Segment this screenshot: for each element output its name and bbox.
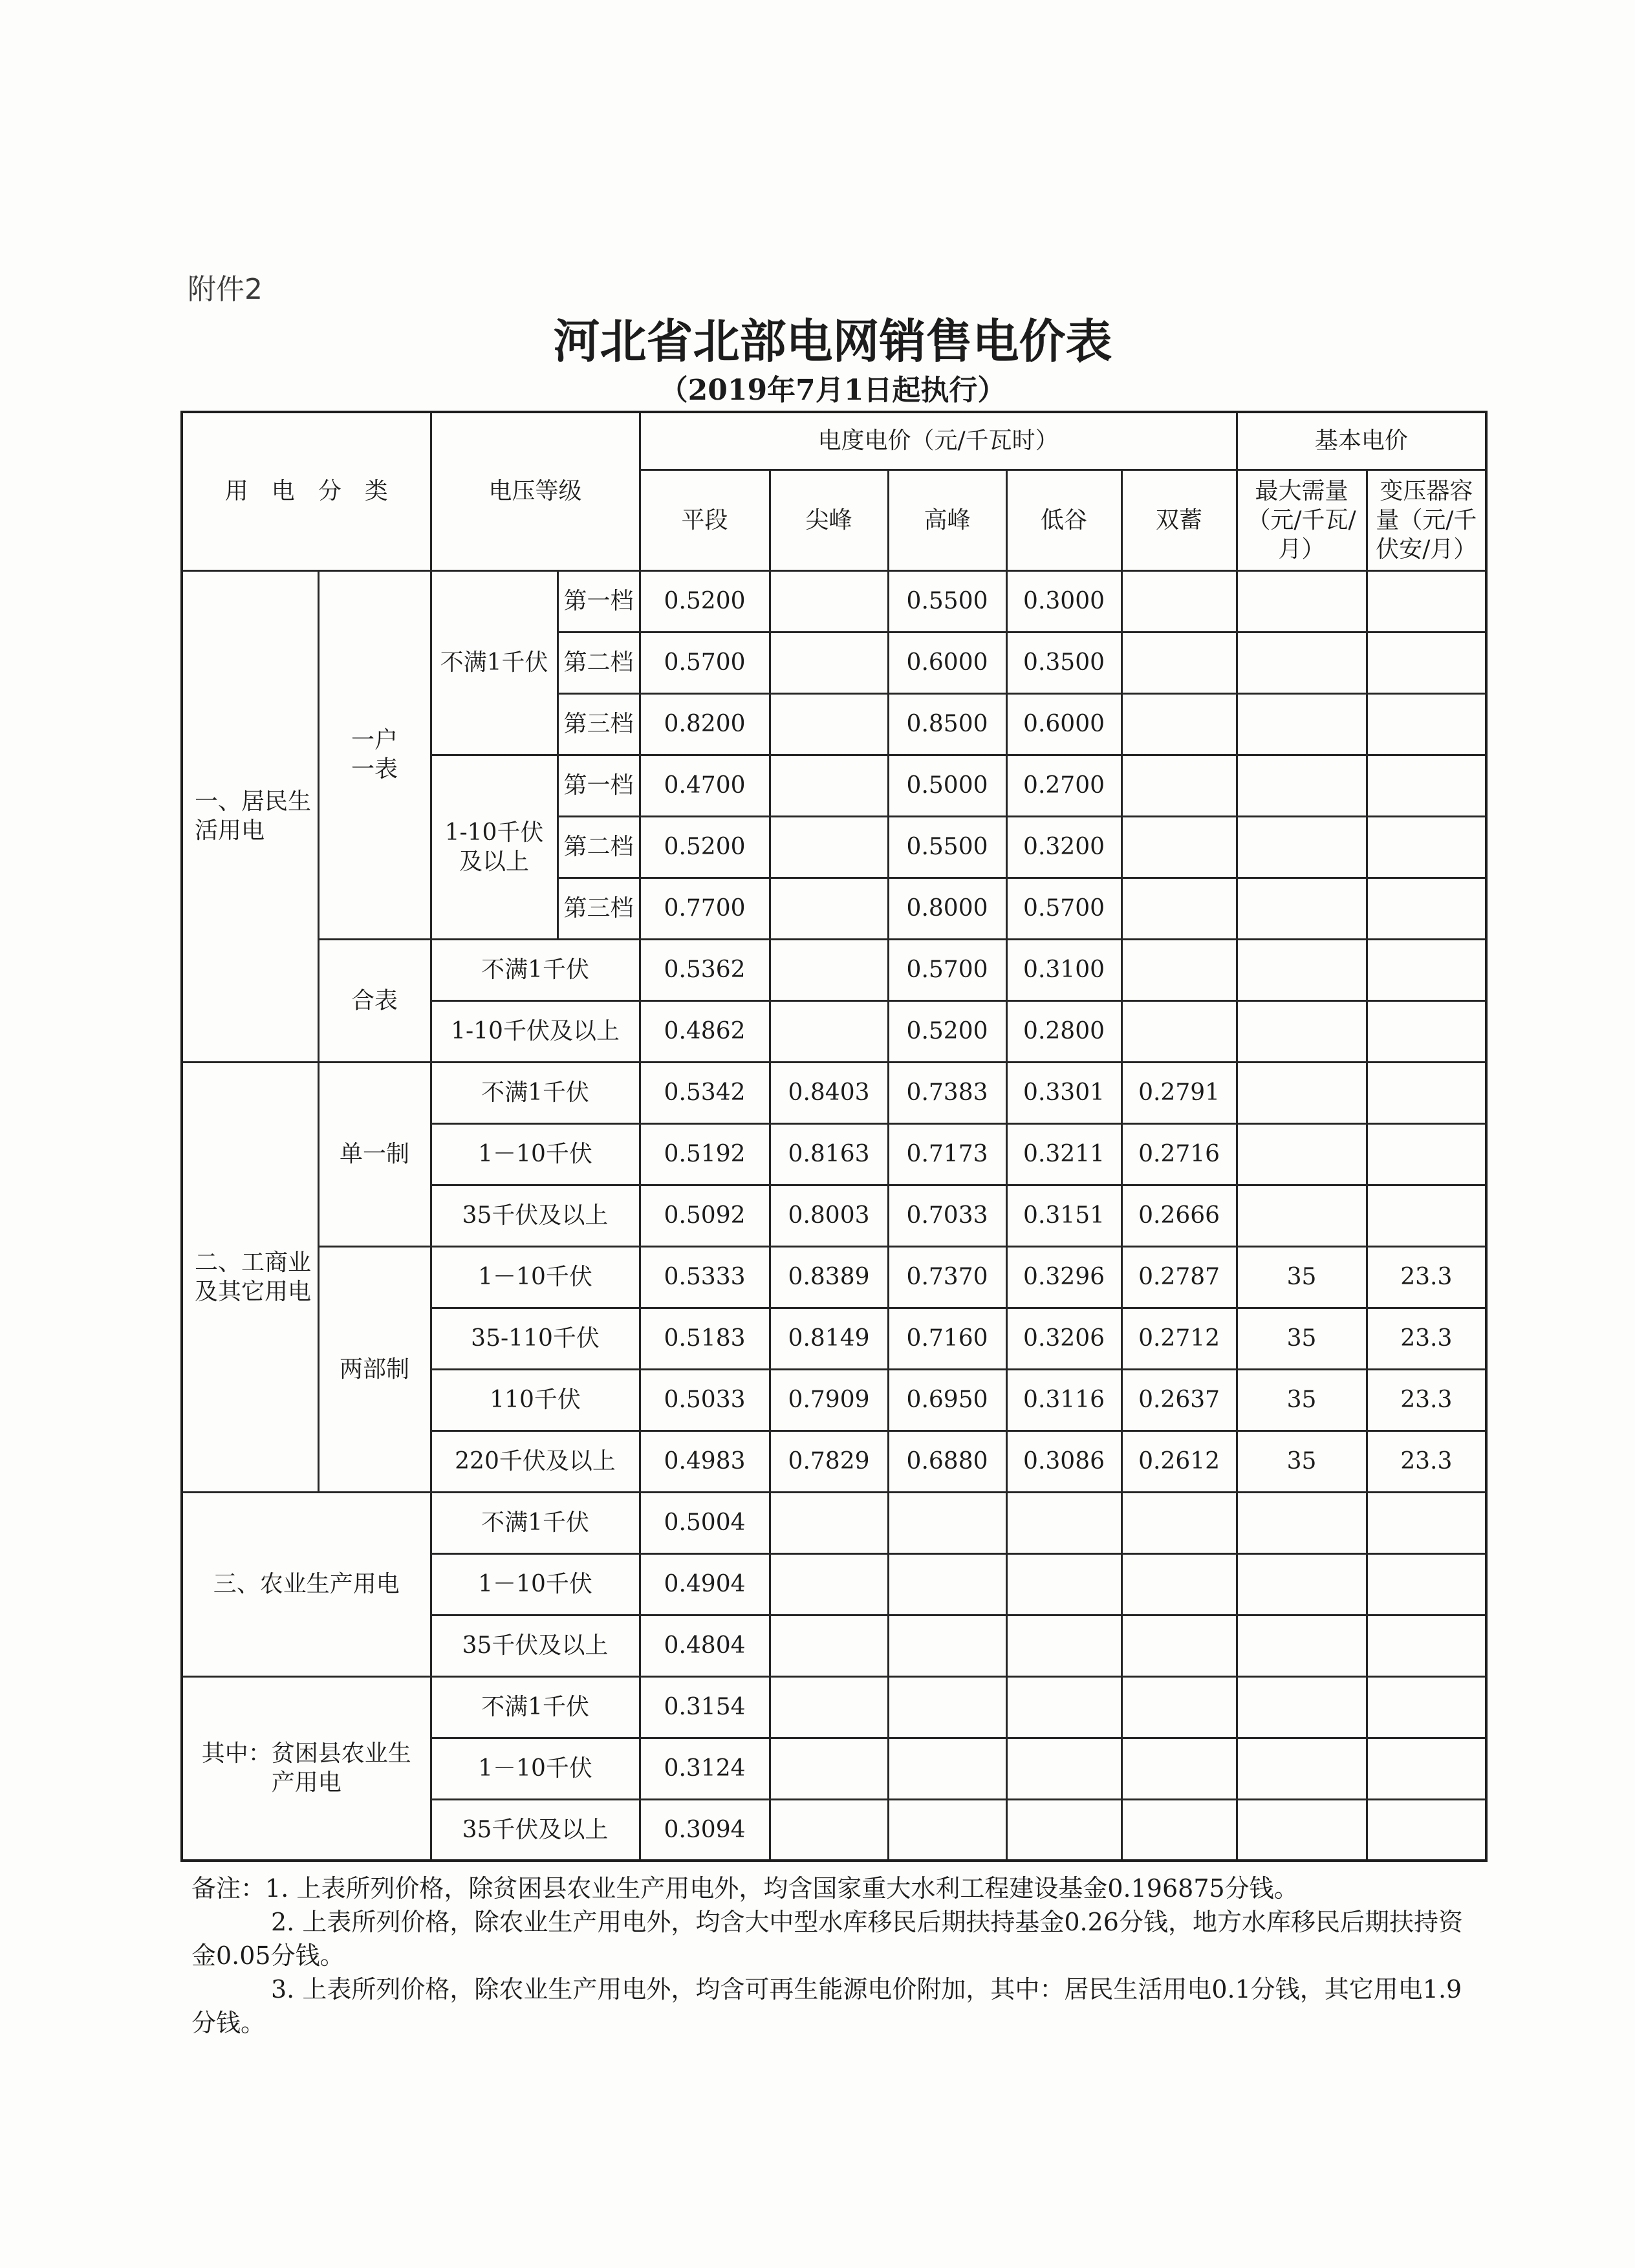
- sharp-peak-price: [770, 755, 888, 816]
- table-row: [182, 1062, 1486, 1123]
- valley-price: 0.3206: [1006, 1308, 1121, 1369]
- voltage-label: 1-10千伏及以上: [431, 1000, 640, 1062]
- dual-storage-price: [1121, 1000, 1237, 1062]
- valley-price: [1006, 1676, 1121, 1738]
- subcategory-label: 一户一表: [351, 727, 398, 783]
- sharp-peak-header: 尖峰: [770, 470, 888, 570]
- voltage-label: 不满1千伏: [431, 939, 640, 1000]
- transformer-capacity-price: [1367, 878, 1486, 939]
- transformer-capacity-price: [1367, 1492, 1486, 1553]
- flat-header: 平段: [640, 470, 770, 570]
- dual-storage-price: 0.2787: [1121, 1246, 1237, 1308]
- category-poor-county-agricultural: 其中：贫困县农业生产用电: [182, 1676, 431, 1861]
- voltage-label: 220千伏及以上: [431, 1431, 640, 1492]
- table-row: [182, 1246, 1486, 1308]
- valley-price: 0.3200: [1006, 816, 1121, 878]
- max-demand-price: [1237, 1492, 1367, 1553]
- transformer-capacity-price: [1367, 570, 1486, 632]
- peak-price: 0.8500: [888, 693, 1006, 755]
- flat-price: 0.5700: [640, 632, 770, 693]
- transformer-capacity-price: [1367, 1676, 1486, 1738]
- dual-storage-price: [1121, 1615, 1237, 1676]
- max-demand-price: [1237, 1676, 1367, 1738]
- subcategory-shared-meter: 合表: [318, 939, 431, 1062]
- max-demand-price: [1237, 570, 1367, 632]
- voltage-label: 不满1千伏: [431, 1676, 640, 1738]
- flat-price: 0.5333: [640, 1246, 770, 1308]
- max-demand-price: [1237, 1553, 1367, 1615]
- dual-storage-price: [1121, 755, 1237, 816]
- dual-storage-price: [1121, 939, 1237, 1000]
- flat-price: 0.3094: [640, 1799, 770, 1861]
- voltage-label: 不满1千伏: [431, 1062, 640, 1123]
- tier-label: 第一档: [558, 755, 640, 816]
- tier-label: 第二档: [558, 816, 640, 878]
- transformer-capacity-price: 23.3: [1367, 1246, 1486, 1308]
- voltage-label: 不满1千伏: [431, 570, 558, 755]
- voltage-label: 35-110千伏: [431, 1308, 640, 1369]
- valley-price: [1006, 1492, 1121, 1553]
- max-demand-price: [1237, 1000, 1367, 1062]
- dual-storage-price: [1121, 816, 1237, 878]
- valley-price: 0.3151: [1006, 1185, 1121, 1246]
- energy-price-header: 电度电价（元/千瓦时）: [640, 412, 1237, 470]
- transformer-capacity-price: [1367, 1553, 1486, 1615]
- peak-price: [888, 1676, 1006, 1738]
- voltage-label: 1-10千伏及以上: [431, 755, 558, 939]
- peak-price: [888, 1738, 1006, 1799]
- dual-storage-price: [1121, 1799, 1237, 1861]
- voltage-label: 35千伏及以上: [431, 1185, 640, 1246]
- flat-price: 0.5200: [640, 816, 770, 878]
- sharp-peak-price: [770, 1615, 888, 1676]
- flat-price: 0.5362: [640, 939, 770, 1000]
- category-agricultural: 三、农业生产用电: [182, 1492, 431, 1676]
- max-demand-price: 35: [1237, 1308, 1367, 1369]
- peak-header: 高峰: [888, 470, 1006, 570]
- voltage-label: 110千伏: [431, 1369, 640, 1431]
- table-row: [182, 1676, 1486, 1738]
- sharp-peak-price: [770, 1553, 888, 1615]
- flat-price: 0.4983: [640, 1431, 770, 1492]
- transformer-capacity-price: 23.3: [1367, 1431, 1486, 1492]
- transformer-capacity-price: [1367, 632, 1486, 693]
- max-demand-price: [1237, 1799, 1367, 1861]
- flat-price: 0.4804: [640, 1615, 770, 1676]
- header-row: [182, 412, 1486, 470]
- transformer-capacity-price: [1367, 693, 1486, 755]
- notes-label: 备注：: [191, 1874, 266, 1903]
- flat-price: 0.8200: [640, 693, 770, 755]
- max-demand-price: [1237, 1123, 1367, 1185]
- dual-storage-price: [1121, 1492, 1237, 1553]
- dual-storage-header: 双蓄: [1121, 470, 1237, 570]
- notes-section: [191, 1872, 1485, 2040]
- max-demand-price: [1237, 816, 1367, 878]
- valley-price: 0.3116: [1006, 1369, 1121, 1431]
- peak-price: [888, 1615, 1006, 1676]
- dual-storage-price: 0.2666: [1121, 1185, 1237, 1246]
- transformer-capacity-price: [1367, 1000, 1486, 1062]
- transformer-capacity-price: [1367, 1615, 1486, 1676]
- peak-price: 0.6880: [888, 1431, 1006, 1492]
- sharp-peak-price: [770, 632, 888, 693]
- sharp-peak-price: 0.7829: [770, 1431, 888, 1492]
- valley-header: 低谷: [1006, 470, 1121, 570]
- flat-price: 0.4862: [640, 1000, 770, 1062]
- sharp-peak-price: 0.8003: [770, 1185, 888, 1246]
- valley-price: 0.3086: [1006, 1431, 1121, 1492]
- max-demand-price: [1237, 1615, 1367, 1676]
- note-item: [191, 1872, 1485, 1905]
- sharp-peak-price: [770, 570, 888, 632]
- max-demand-price: 35: [1237, 1369, 1367, 1431]
- subcategory-single-part: 单一制: [318, 1062, 431, 1246]
- basic-price-header: 基本电价: [1237, 412, 1486, 470]
- voltage-label: 1－10千伏: [431, 1738, 640, 1799]
- price-table: [180, 411, 1488, 1862]
- document-subtitle: （2019年7月1日起执行）: [659, 374, 1006, 407]
- dual-storage-price: [1121, 570, 1237, 632]
- transformer-capacity-price: [1367, 816, 1486, 878]
- valley-price: [1006, 1553, 1121, 1615]
- flat-price: 0.4700: [640, 755, 770, 816]
- transformer-capacity-price: [1367, 1185, 1486, 1246]
- peak-price: 0.6000: [888, 632, 1006, 693]
- valley-price: [1006, 1738, 1121, 1799]
- sharp-peak-price: 0.8163: [770, 1123, 888, 1185]
- voltage-label: 1－10千伏: [431, 1553, 640, 1615]
- sharp-peak-price: 0.7909: [770, 1369, 888, 1431]
- voltage-level-header: 电压等级: [431, 412, 640, 570]
- flat-price: 0.5183: [640, 1308, 770, 1369]
- sharp-peak-price: 0.8389: [770, 1246, 888, 1308]
- flat-price: 0.5342: [640, 1062, 770, 1123]
- flat-price: 0.4904: [640, 1553, 770, 1615]
- table-row: [182, 570, 1486, 632]
- tier-label: 第二档: [558, 632, 640, 693]
- dual-storage-price: 0.2791: [1121, 1062, 1237, 1123]
- sharp-peak-price: [770, 1000, 888, 1062]
- valley-price: 0.3500: [1006, 632, 1121, 693]
- max-demand-price: [1237, 939, 1367, 1000]
- sharp-peak-price: 0.8403: [770, 1062, 888, 1123]
- valley-price: 0.2800: [1006, 1000, 1121, 1062]
- peak-price: 0.5500: [888, 570, 1006, 632]
- note-item: [191, 1972, 1485, 2040]
- valley-price: 0.3211: [1006, 1123, 1121, 1185]
- peak-price: [888, 1799, 1006, 1861]
- transformer-capacity-price: [1367, 1123, 1486, 1185]
- max-demand-price: 35: [1237, 1246, 1367, 1308]
- voltage-label: 35千伏及以上: [431, 1615, 640, 1676]
- dual-storage-price: [1121, 1738, 1237, 1799]
- max-demand-price: [1237, 1062, 1367, 1123]
- flat-price: 0.5192: [640, 1123, 770, 1185]
- flat-price: 0.7700: [640, 878, 770, 939]
- peak-price: 0.7033: [888, 1185, 1006, 1246]
- note-text: 1. 上表所列价格，除贫困县农业生产用电外，均含国家重大水利工程建设基金0.196875分钱。: [265, 1874, 1299, 1903]
- flat-price: 0.5004: [640, 1492, 770, 1553]
- dual-storage-price: [1121, 878, 1237, 939]
- peak-price: 0.5500: [888, 816, 1006, 878]
- peak-price: 0.7173: [888, 1123, 1006, 1185]
- peak-price: 0.7160: [888, 1308, 1006, 1369]
- max-demand-price: [1237, 755, 1367, 816]
- voltage-label: 不满1千伏: [431, 1492, 640, 1553]
- voltage-label: 1－10千伏: [431, 1246, 640, 1308]
- transformer-capacity-price: [1367, 939, 1486, 1000]
- category-residential: 一、居民生活用电: [182, 570, 318, 1062]
- flat-price: 0.5200: [640, 570, 770, 632]
- dual-storage-price: 0.2712: [1121, 1308, 1237, 1369]
- table-row: [182, 1492, 1486, 1553]
- sharp-peak-price: 0.8149: [770, 1308, 888, 1369]
- valley-price: 0.3301: [1006, 1062, 1121, 1123]
- dual-storage-price: [1121, 1676, 1237, 1738]
- transformer-capacity-price: [1367, 1738, 1486, 1799]
- tier-label: 第一档: [558, 570, 640, 632]
- table-row: [182, 939, 1486, 1000]
- category-header: 用 电 分 类: [182, 412, 431, 570]
- dual-storage-price: 0.2637: [1121, 1369, 1237, 1431]
- voltage-label: 1－10千伏: [431, 1123, 640, 1185]
- sharp-peak-price: [770, 939, 888, 1000]
- max-demand-header: 最大需量（元/千瓦/月）: [1237, 470, 1367, 570]
- tier-label: 第三档: [558, 693, 640, 755]
- sharp-peak-price: [770, 1492, 888, 1553]
- transformer-capacity-price: [1367, 755, 1486, 816]
- max-demand-price: [1237, 1738, 1367, 1799]
- valley-price: [1006, 1615, 1121, 1676]
- sharp-peak-price: [770, 878, 888, 939]
- peak-price: 0.5000: [888, 755, 1006, 816]
- document-title: 河北省北部电网销售电价表: [553, 314, 1112, 369]
- dual-storage-price: 0.2612: [1121, 1431, 1237, 1492]
- transformer-capacity-price: [1367, 1062, 1486, 1123]
- tier-label: 第三档: [558, 878, 640, 939]
- dual-storage-price: [1121, 632, 1237, 693]
- sharp-peak-price: [770, 816, 888, 878]
- flat-price: 0.5092: [640, 1185, 770, 1246]
- sharp-peak-price: [770, 1676, 888, 1738]
- peak-price: 0.7370: [888, 1246, 1006, 1308]
- valley-price: 0.2700: [1006, 755, 1121, 816]
- subcategory-two-part: 两部制: [318, 1246, 431, 1492]
- sharp-peak-price: [770, 693, 888, 755]
- sharp-peak-price: [770, 1799, 888, 1861]
- transformer-capacity-price: 23.3: [1367, 1369, 1486, 1431]
- valley-price: 0.3100: [1006, 939, 1121, 1000]
- attachment-label: 附件2: [188, 273, 263, 306]
- peak-price: [888, 1492, 1006, 1553]
- transformer-capacity-header: 变压器容量（元/千伏安/月）: [1367, 470, 1486, 570]
- max-demand-price: [1237, 693, 1367, 755]
- flat-price: 0.3124: [640, 1738, 770, 1799]
- voltage-label: 35千伏及以上: [431, 1799, 640, 1861]
- transformer-capacity-price: [1367, 1799, 1486, 1861]
- flat-price: 0.5033: [640, 1369, 770, 1431]
- valley-price: 0.3296: [1006, 1246, 1121, 1308]
- peak-price: 0.7383: [888, 1062, 1006, 1123]
- note-text: 3. 上表所列价格，除农业生产用电外，均含可再生能源电价附加，其中：居民生活用电0.1分钱，其它用电1.9分钱。: [191, 1975, 1462, 2037]
- category-industrial-commercial: 二、工商业及其它用电: [182, 1062, 318, 1492]
- peak-price: 0.8000: [888, 878, 1006, 939]
- max-demand-price: [1237, 878, 1367, 939]
- dual-storage-price: 0.2716: [1121, 1123, 1237, 1185]
- peak-price: 0.6950: [888, 1369, 1006, 1431]
- peak-price: 0.5700: [888, 939, 1006, 1000]
- transformer-capacity-price: 23.3: [1367, 1308, 1486, 1369]
- flat-price: 0.3154: [640, 1676, 770, 1738]
- valley-price: [1006, 1799, 1121, 1861]
- max-demand-price: 35: [1237, 1431, 1367, 1492]
- valley-price: 0.3000: [1006, 570, 1121, 632]
- dual-storage-price: [1121, 693, 1237, 755]
- sharp-peak-price: [770, 1738, 888, 1799]
- note-item: [191, 1905, 1485, 1972]
- peak-price: 0.5200: [888, 1000, 1006, 1062]
- dual-storage-price: [1121, 1553, 1237, 1615]
- valley-price: 0.5700: [1006, 878, 1121, 939]
- valley-price: 0.6000: [1006, 693, 1121, 755]
- note-text: 2. 上表所列价格，除农业生产用电外，均含大中型水库移民后期扶持基金0.26分钱，地方水库移民后期扶持资金0.05分钱。: [191, 1908, 1463, 1970]
- peak-price: [888, 1553, 1006, 1615]
- subcategory-one-meter: [318, 570, 431, 939]
- max-demand-price: [1237, 1185, 1367, 1246]
- max-demand-price: [1237, 632, 1367, 693]
